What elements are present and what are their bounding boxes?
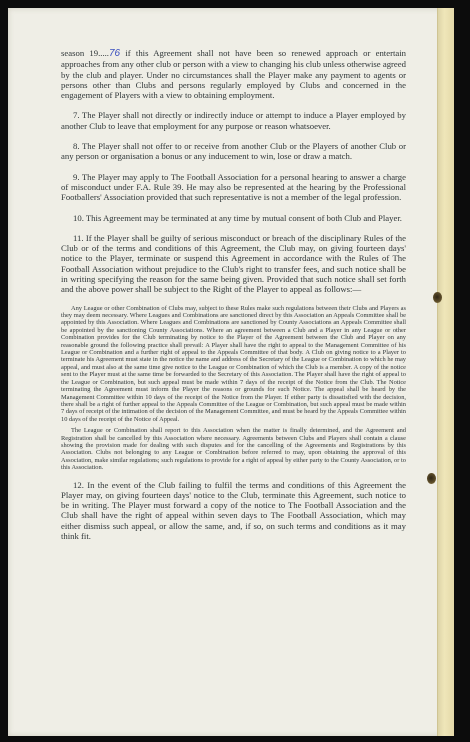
clause-11: 11. If the Player shall be guilty of serious misconduct or breach of the disciplinary Rules of the Club or of the terms and conditions of this Agreement, the Club may, on giving fourteen days' notice to the Player, terminate or suspend this Agreement in accordance with the Rules of The Football Association without prejudice to the Club's right to transfer fees, and such notice shall be in writing specifying the reason for the same being given. Provided that such notice shall set forth and the above power shall be subject to the Right of the Player to appeal as follows:—	[61, 232, 406, 295]
rule-excerpt-appeals: Any League or other Combination of Clubs may, subject to these Rules make such regulations between their Clubs and Players as they may deem necessary. Where Leagues and Combinations are sanctioned direct by this Association an Appeals Committee shall be appointed by this Association. Where Leagues and Combinations are sanctioned by County Associations an Appeals Committee shall be appointed by the sanctioning County Associations. Where an agreement between a Club and a Player in any League or other Combination provides for the Club terminating by notice to the Player of the Agreement between the Club and Player on any reasonable ground the following practice shall prevail: A Player shall have the right to appeal to the Management Committee of his League or Combination and a further right of appeal to the Appeals Committee of that body. A Club on giving notice to a Player to terminate his Agreement must state in the notice the name and address of the Secretary of the League or Combination to which he may appeal, and must also at the same time give notice to the League or Combination of which the Club is a member. A copy of the notice sent to the Player must at the same time be forwarded to the Secretary of this Association. The Player shall have the right of appeal to the League or Combination, but such appeal must be made within 7 days of the receipt of the Notice from the Club. The Notice terminating the Agreement must inform the Player the reasons or grounds for such Notice. The appeal shall be heard by the Management Committee within 10 days of the receipt of the Notice from the Player. If either party is dissatisfied with the decision, there shall be a right of further appeal to the Appeals Committee of the League or Combination, but such appeal must be made within 7 days of receipt of the intimation of the decision of the Management Committee, and must be heard by the Appeals Committee within 10 days of the receipt of the Notice of Appeal.	[61, 304, 406, 423]
punch-hole	[427, 473, 436, 484]
lead-prefix: season 19	[61, 48, 99, 58]
clause-9: 9. The Player may apply to The Football Association for a personal hearing to answer a charge of misconduct under F.A. Rule 39. He may also be represented at the hearing by the Professional Footballers' Association provided that such representative is not a member of the legal profession.	[61, 171, 406, 203]
lead-paragraph	[61, 48, 406, 100]
clause-8: 8. The Player shall not offer to or receive from another Club or the Players of another Club or any person or organisation a bonus or any inducement to win, lose or draw a match.	[61, 141, 406, 162]
paper-edge-strip	[437, 8, 454, 736]
lead-text: if this Agreement shall not have been so renewed approach or entertain approaches from any other club or person with a view to changing his club unless otherwise agreed by the club and player. Under no circumstances shall the Player make any payment to agents or persons other than Clubs and persons regularly employed by Clubs and concerned in the engagement of Players with a view to obtaining employment.	[61, 48, 406, 101]
clause-12: 12. In the event of the Club failing to fulfil the terms and conditions of this Agreement the Player may, on giving fourteen days' notice to the Club, terminate this Agreement, such notice to be in writing. The Player must forward a copy of the notice to The Football Association and the Club shall have the right of appeal within seven days to The Football Association, which may either dismiss such appeal, or allow the same, and, if so, on such terms and conditions as it may think fit.	[61, 479, 406, 542]
document-page	[8, 8, 454, 736]
clause-7: 7. The Player shall not directly or indirectly induce or attempt to induce a Player employed by another Club to leave that employment for any purpose or reason whatsoever.	[61, 110, 406, 131]
rule-excerpt-registration: The League or Combination shall report to this Association when the matter is finally determined, and the Agreement and Registration shall be cancelled by this Association where necessary. Agreements between Clubs and Players shall contain a clause showing the provision made for dealing with such disputes and for the cancelling of the Agreements and Registrations by this Association. Clubs not belonging to any League or Combination before referred to may, upon obtaining the approval of this Association, make similar regulations; such regulations to provide for a right of appeal by either party to the County Association, or to this Association.	[61, 427, 406, 472]
clause-10: 10. This Agreement may be terminated at any time by mutual consent of both Club and Player.	[73, 212, 402, 223]
document-body	[61, 48, 406, 551]
punch-hole	[433, 292, 442, 303]
handwritten-year: 76	[108, 48, 121, 59]
lead-dots: .....	[98, 48, 109, 58]
